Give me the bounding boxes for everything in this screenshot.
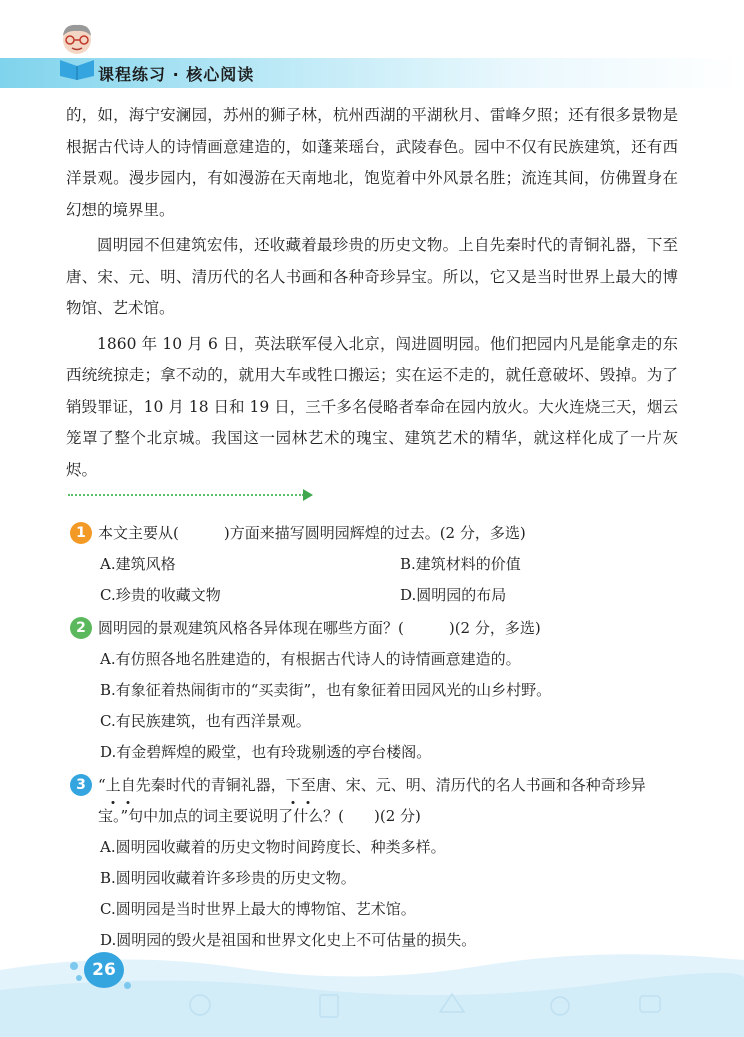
option-b[interactable]: B.圆明园收藏着许多珍贵的历史文物。 [100, 869, 356, 887]
question-stem: 圆明园的景观建筑风格各异体现在哪些方面？( )(2 分，多选) [98, 619, 541, 637]
decorative-bubble [76, 975, 82, 981]
question-1 [70, 518, 690, 611]
question-list [70, 518, 690, 958]
question-number-badge: 2 [70, 617, 92, 639]
passage-paragraph: 的，如，海宁安澜园，苏州的狮子林，杭州西湖的平湖秋月、雷峰夕照；还有很多景物是根据古代诗人的诗情画意建造的，如蓬莱瑶台，武陵春色。园中不仅有民族建筑，还有西洋景观。漫步园内，有如漫游在天南地北，饱览着中外风景名胜；流连其间，仿佛置身在幻想的境界里。 [66, 106, 678, 219]
option-list [70, 644, 690, 768]
stem-text: 唐、宋、元、明、清历代的名人书画和各种奇珍异宝。”句中加点的词主要说明了什么？( )(2 分) [98, 776, 646, 825]
page-number: 26 [84, 952, 124, 988]
decorative-bubble [70, 962, 78, 970]
option-list [70, 549, 690, 611]
option-a[interactable]: A.圆明园收藏着的历史文物时间跨度长、种类多样。 [100, 838, 446, 856]
emphasized-word [106, 776, 136, 794]
decorative-bubble [124, 982, 131, 989]
option-c[interactable]: C.圆明园是当时世界上最大的博物馆、艺术馆。 [100, 900, 416, 918]
passage-paragraph: 1860 年 10 月 6 日，英法联军侵入北京，闯进圆明园。他们把园内凡是能拿走的东西统统掠走；拿不动的，就用大车或牲口搬运；实在运不走的，就任意破坏、毁掉。为了销毁罪证，10 月 18 日和 19 日，三千多名侵略者奉命在园内放火。大火连烧三天，烟云笼罩了整个北京城。我国这一园林艺术的瑰宝、建筑艺术的精华，就这样化成了一片灰烬。 [66, 334, 678, 479]
option-d[interactable]: D.有金碧辉煌的殿堂，也有玲珑剔透的亭台楼阁。 [100, 743, 432, 761]
option-d[interactable]: D.圆明园的布局 [400, 586, 507, 604]
dotted-divider [68, 494, 304, 496]
question-stem [70, 770, 690, 832]
passage-paragraph: 圆明园不但建筑宏伟，还收藏着最珍贵的历史文物。上自先秦时代的青铜礼器，下至唐、宋、元、明、清历代的名人书画和各种奇珍异宝。所以，它又是当时世界上最大的博物馆、艺术馆。 [66, 236, 678, 317]
section-title: 课程练习 · 核心阅读 [98, 65, 255, 84]
option-a[interactable]: A.有仿照各地名胜建造的，有根据古代诗人的诗情画意建造的。 [100, 650, 521, 668]
dotted-char: 上 [106, 770, 121, 801]
dotted-char: 至 [301, 770, 316, 801]
question-3 [70, 770, 690, 956]
option-b[interactable]: B.建筑材料的价值 [400, 555, 521, 573]
arrow-icon [303, 489, 313, 501]
option-c[interactable]: C.有民族建筑，也有西洋景观。 [100, 712, 311, 730]
option-d[interactable]: D.圆明园的毁火是祖国和世界文化史上不可估量的损失。 [100, 931, 477, 949]
option-c[interactable]: C.珍贵的收藏文物 [100, 586, 221, 604]
question-2 [70, 613, 690, 768]
option-b[interactable]: B.有象征着热闹街市的“买卖街”，也有象征着田园风光的山乡村野。 [100, 681, 552, 699]
option-list [70, 832, 690, 956]
reading-passage [66, 100, 678, 490]
mascot-reading-icon [52, 22, 102, 82]
question-number-badge: 3 [70, 774, 92, 796]
stem-text: “ [98, 776, 106, 794]
dotted-char: 自 [121, 770, 136, 801]
dotted-char: 下 [286, 770, 301, 801]
stem-text: 先秦时代的青铜礼器， [135, 776, 286, 794]
question-stem: 本文主要从( )方面来描写圆明园辉煌的过去。(2 分，多选) [98, 524, 526, 542]
emphasized-word [286, 776, 316, 794]
question-number-badge: 1 [70, 522, 92, 544]
option-a[interactable]: A.建筑风格 [100, 555, 176, 573]
